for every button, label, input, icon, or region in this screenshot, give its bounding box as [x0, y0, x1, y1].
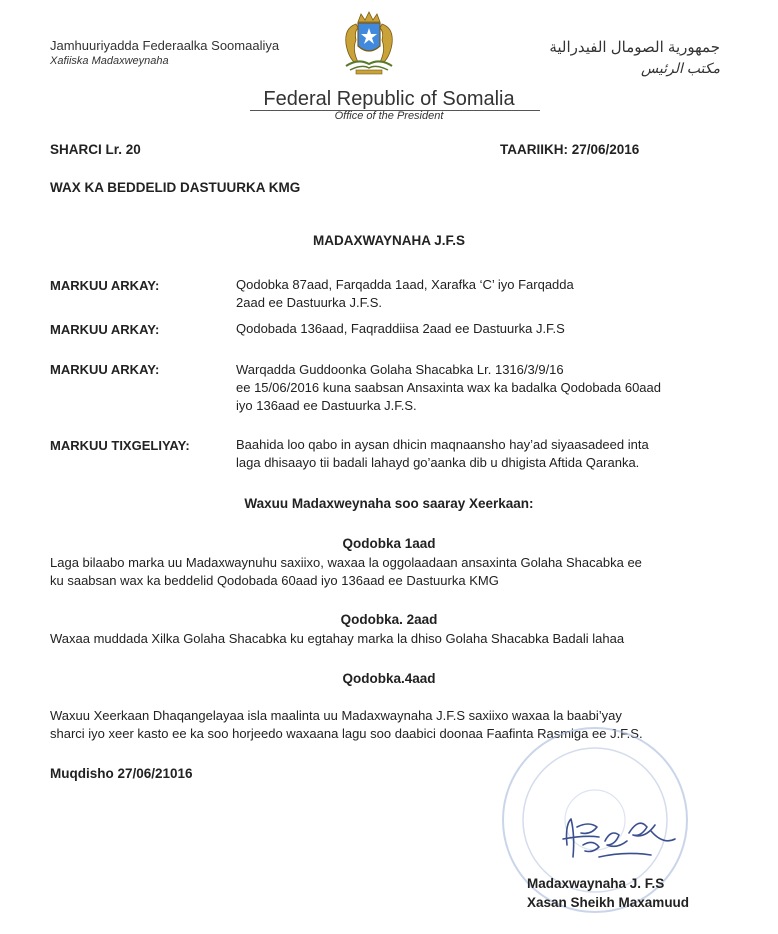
recital-label: MARKUU TIXGELIYAY:	[50, 438, 190, 453]
signatory-title: Madaxwaynaha J. F.S	[527, 876, 665, 891]
law-subject: WAX KA BEDDELID DASTUURKA KMG	[50, 180, 301, 195]
recital-text	[236, 320, 706, 338]
article-line: ku saabsan wax ka beddelid Qodobada 60aad iyo 136aad ee Dastuurka KMG	[50, 573, 499, 588]
article-line: Laga bilaabo marka uu Madaxwaynuhu saxiixo, waxaa la oggolaadaan ansaxinta Golaha Shacabka ee	[50, 555, 642, 570]
recital-line: iyo 136aad ee Dastuurka J.F.S.	[236, 398, 417, 413]
recital-line: Baahida loo qabo in aysan dhicin maqnaansho hay’ad siyaasadeed inta	[236, 437, 649, 452]
issuer-heading: MADAXWAYNAHA J.F.S	[312, 233, 466, 248]
recital-label: MARKUU ARKAY:	[50, 362, 160, 377]
recital-text	[236, 276, 706, 312]
recital-line: ee 15/06/2016 kuna saabsan Ansaxinta wax ka badalka Qodobada 60aad	[236, 380, 662, 395]
recital-line: Warqadda Guddoonka Golaha Shacabka Lr. 1316/3/9/16	[236, 362, 564, 377]
place-date: Muqdisho 27/06/21016	[50, 766, 193, 781]
article-line: Waxaa muddada Xilka Golaha Shacabka ku egtahay marka la dhiso Golaha Shacabka Badali lahaa	[50, 631, 625, 646]
article-line: sharci iyo xeer kasto ee ka soo horjeedo waxaana lagu soo daabici doonaa Faafinta Rasmiga ee J.F.S.	[50, 726, 643, 741]
recital-line: Qodobada 136aad, Faqraddiisa 2aad ee Dastuurka J.F.S	[236, 321, 565, 336]
recital-line: laga dhisaayo tii badali lahayd go’aanka dib u dhigista Aftida Qaranka.	[236, 455, 640, 470]
header-subtitle: Office of the President	[334, 110, 444, 122]
header-somali-country: Jamhuuriyadda Federaalka Soomaaliya	[50, 38, 280, 53]
signatory-name: Xasan Sheikh Maxamuud	[527, 895, 690, 910]
recital-label: MARKUU ARKAY:	[50, 322, 160, 337]
law-date: TAARIIKH: 27/06/2016	[500, 142, 640, 157]
header-title: Federal Republic of Somalia	[263, 88, 515, 110]
recital-label: MARKUU ARKAY:	[50, 278, 160, 293]
recital-line: Qodobka 87aad, Farqadda 1aad, Xarafka ‘C’ iyo Farqadda	[236, 277, 574, 292]
header-arabic-country: جمهورية الصومال الفيدرالية	[549, 39, 720, 56]
header-arabic-office: مكتب الرئيس	[641, 60, 720, 76]
article-heading: Qodobka 1aad	[342, 536, 436, 551]
recital-text	[236, 436, 706, 472]
handwritten-signature-icon	[555, 805, 685, 875]
article-heading: Qodobka.4aad	[342, 671, 436, 686]
recital-line: 2aad ee Dastuurka J.F.S.	[236, 295, 382, 310]
article-body	[50, 630, 740, 648]
somalia-coat-of-arms-icon	[328, 10, 410, 78]
article-line: Waxuu Xeerkaan Dhaqangelayaa isla maalinta uu Madaxwaynaha J.F.S saxiixo waxaa la baabi’yay	[50, 708, 622, 723]
article-body	[50, 554, 740, 590]
recital-text	[236, 361, 706, 415]
decree-heading: Waxuu Madaxweynaha soo saaray Xeerkaan:	[244, 496, 534, 511]
header-somali-office: Xafiiska Madaxweynaha	[50, 55, 169, 67]
article-heading: Qodobka. 2aad	[340, 612, 438, 627]
law-number: SHARCI Lr. 20	[50, 142, 141, 157]
